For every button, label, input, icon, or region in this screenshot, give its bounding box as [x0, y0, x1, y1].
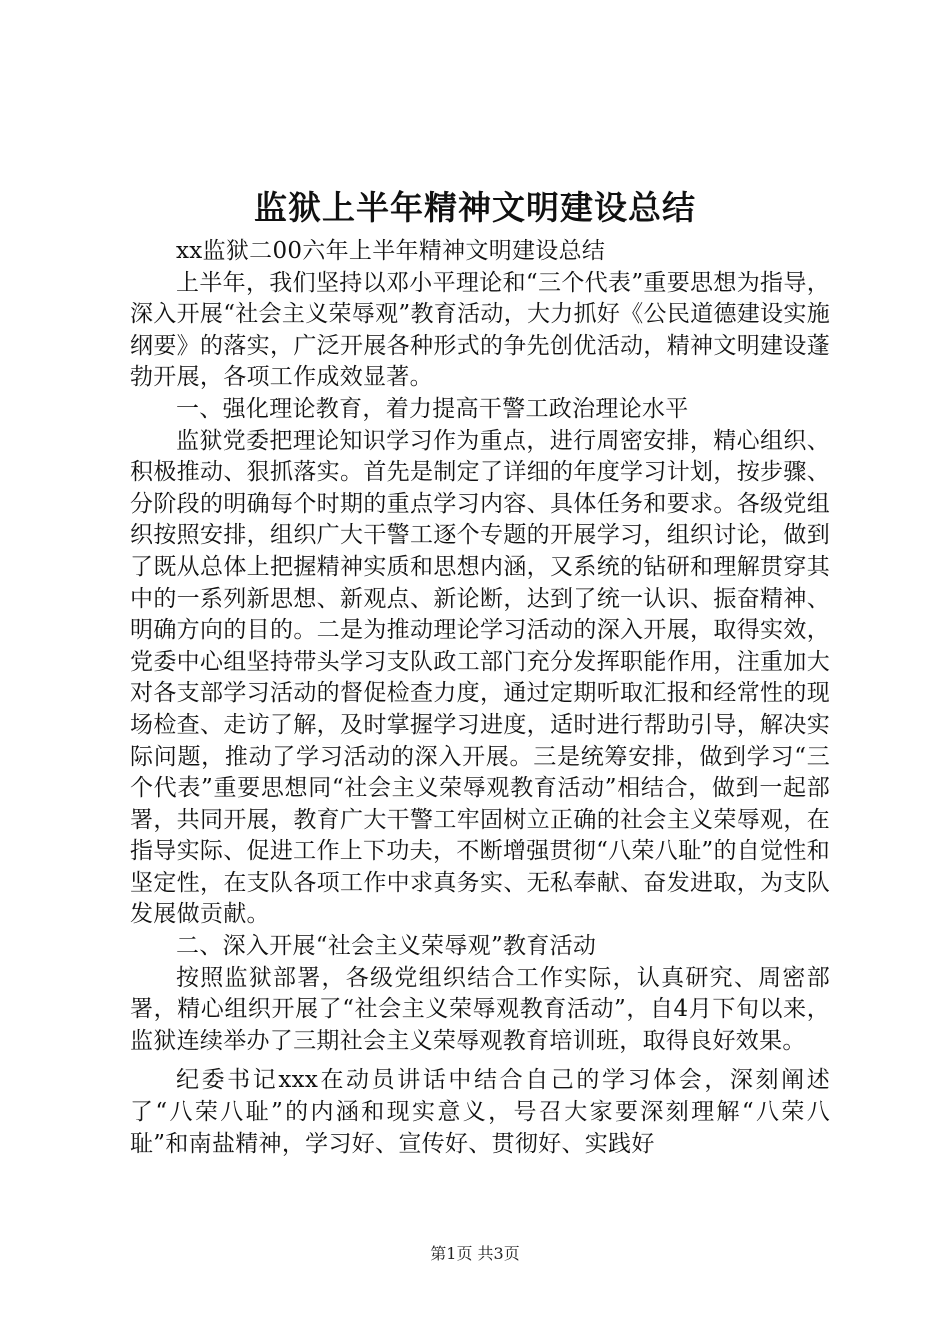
page-footer: 第1页 共3页 — [430, 1244, 520, 1263]
intro-paragraph: 上半年，我们坚持以邓小平理论和“三个代表”重要思想为指导，深入开展“社会主义荣辱观”教育活动，大力抓好《公民道德建设实施纲要》的落实，广泛开展各种形式的争先创优活动，精神文明建设蓬勃开展，各项工作成效显著。 — [130, 269, 830, 391]
section-2-paragraph-2: 纪委书记xxx在动员讲话中结合自己的学习体会，深刻阐述了“八荣八耻”的内涵和现实意义，号召大家要深刻理解“八荣八耻”和南盐精神，学习好、宣传好、贯彻好、实践好 — [130, 1067, 830, 1157]
document-body — [130, 236, 830, 1160]
section-heading-1: 一、强化理论教育，着力提高干警工政治理论水平 — [176, 395, 689, 422]
subtitle-paragraph: xx监狱二00六年上半年精神文明建设总结 — [176, 238, 606, 264]
section-heading-2: 二、深入开展“社会主义荣辱观”教育活动 — [176, 933, 597, 960]
section-2-paragraph-1: 按照监狱部署，各级党组织结合工作实际，认真研究、周密部署，精心组织开展了“社会主义荣辱观教育活动”，自4月下旬以来，监狱连续举办了三期社会主义荣辱观教育培训班，取得良好效果。 — [130, 964, 830, 1054]
section-1-paragraph: 监狱党委把理论知识学习作为重点，进行周密安排，精心组织、积极推动、狠抓落实。首先是制定了详细的年度学习计划，按步骤、分阶段的明确每个时期的重点学习内容、具体任务和要求。各级党组织按照安排，组织广大干警工逐个专题的开展学习，组织讨论，做到了既从总体上把握精神实质和思想内涵，又系统的钻研和理解贯穿其中的一系列新思想、新观点、新论断，达到了统一认识、振奋精神、明确方向的目的。二是为推动理论学习活动的深入开展，取得实效，党委中心组坚持带头学习支队政工部门充分发挥职能作用，注重加大对各支部学习活动的督促检查力度，通过定期听取汇报和经常性的现场检查、走访了解，及时掌握学习进度，适时进行帮助引导，解决实际问题，推动了学习活动的深入开展。三是统筹安排，做到学习“三个代表”重要思想同“社会主义荣辱观教育活动”相结合，做到一起部署，共同开展，教育广大干警工牢固树立正确的社会主义荣辱观，在指导实际、促进工作上下功夫，不断增强贯彻“八荣八耻”的自觉性和坚定性，在支队各项工作中求真务实、无私奉献、奋发进取，为支队发展做贡献。 — [130, 427, 830, 928]
document-title: 监狱上半年精神文明建设总结 — [254, 188, 696, 227]
